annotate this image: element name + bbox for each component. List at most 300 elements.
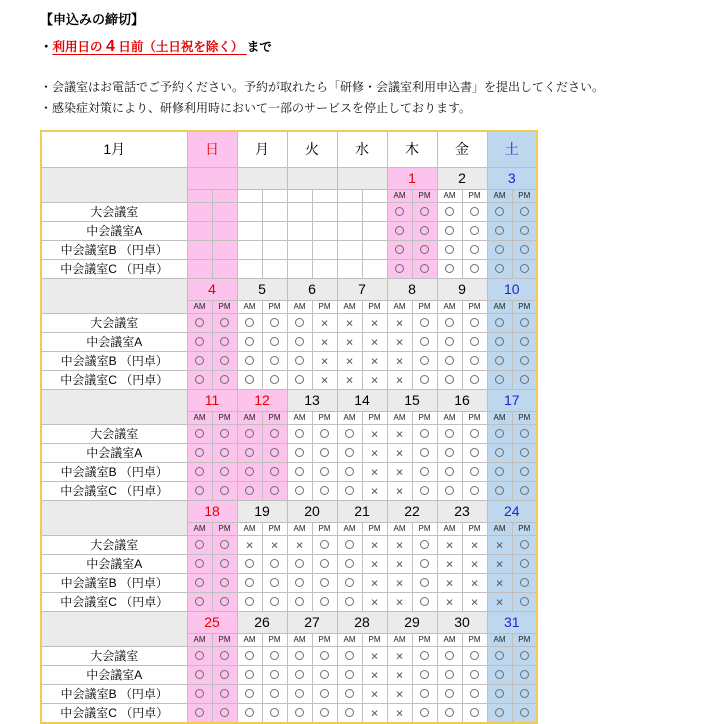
availability-cell <box>262 462 287 481</box>
room-row <box>41 592 537 611</box>
ampm-cell: PM <box>362 300 387 313</box>
availability-cell <box>337 535 362 554</box>
availability-cell <box>487 481 512 500</box>
availability-cell <box>412 313 437 332</box>
availability-cell <box>337 370 362 389</box>
unavailable-mark: × <box>470 555 479 571</box>
availability-cell <box>487 665 512 684</box>
availability-cell <box>287 313 312 332</box>
available-mark <box>195 578 204 587</box>
availability-cell <box>487 443 512 462</box>
date-cell: 27 <box>287 611 337 633</box>
ampm-cell: AM <box>187 300 212 313</box>
availability-cell <box>237 313 262 332</box>
available-mark <box>295 356 304 365</box>
available-mark <box>195 448 204 457</box>
availability-cell <box>237 370 262 389</box>
available-mark <box>520 264 529 273</box>
availability-cell <box>212 443 237 462</box>
ampm-cell: PM <box>412 633 437 646</box>
available-mark <box>445 486 454 495</box>
availability-cell <box>287 554 312 573</box>
note-phone-reservation: ・会議室はお電話でご予約ください。予約が取れたら「研修・会議室利用申込書」を提出してください。 <box>40 80 605 94</box>
available-mark <box>245 689 254 698</box>
room-name-cell: 中会議室B （円卓） <box>41 573 187 592</box>
unavailable-mark: × <box>395 444 404 460</box>
room-name-cell: 中会議室C （円卓） <box>41 370 187 389</box>
available-mark <box>495 467 504 476</box>
date-cell: 12 <box>237 389 287 411</box>
availability-cell <box>287 424 312 443</box>
availability-cell <box>462 535 487 554</box>
ampm-cell: AM <box>337 522 362 535</box>
unavailable-mark: × <box>370 314 379 330</box>
availability-cell <box>212 313 237 332</box>
date-cell: 16 <box>437 389 487 411</box>
ampm-cell: AM <box>437 522 462 535</box>
available-mark <box>320 429 329 438</box>
unavailable-mark: × <box>370 352 379 368</box>
availability-cell <box>187 462 212 481</box>
available-mark <box>220 318 229 327</box>
availability-cell <box>412 462 437 481</box>
availability-cell <box>262 221 287 240</box>
unavailable-mark: × <box>370 333 379 349</box>
availability-cell <box>487 462 512 481</box>
availability-cell <box>262 370 287 389</box>
unavailable-mark: × <box>370 666 379 682</box>
unavailable-mark: × <box>395 574 404 590</box>
availability-cell <box>387 665 412 684</box>
availability-cell <box>262 351 287 370</box>
availability-cell <box>512 259 537 278</box>
availability-cell <box>337 351 362 370</box>
unavailable-mark: × <box>470 574 479 590</box>
available-mark <box>470 356 479 365</box>
ampm-cell <box>287 189 312 202</box>
availability-cell <box>262 646 287 665</box>
available-mark <box>195 689 204 698</box>
availability-cell <box>387 202 412 221</box>
availability-cell <box>412 240 437 259</box>
availability-cell <box>187 240 212 259</box>
availability-cell <box>287 332 312 351</box>
availability-cell <box>462 202 487 221</box>
availability-cell <box>187 665 212 684</box>
room-name-cell: 大会議室 <box>41 535 187 554</box>
availability-cell <box>187 443 212 462</box>
available-mark <box>445 226 454 235</box>
availability-cell <box>212 535 237 554</box>
day-header-cell: 月 <box>237 131 287 167</box>
availability-cell <box>387 313 412 332</box>
availability-cell <box>187 313 212 332</box>
available-mark <box>495 245 504 254</box>
ampm-cell: AM <box>487 189 512 202</box>
availability-cell <box>512 554 537 573</box>
ampm-cell: AM <box>487 300 512 313</box>
available-mark <box>520 467 529 476</box>
room-name-cell: 中会議室C （円卓） <box>41 481 187 500</box>
room-row <box>41 424 537 443</box>
room-row <box>41 332 537 351</box>
available-mark <box>445 356 454 365</box>
unavailable-mark: × <box>245 536 254 552</box>
availability-cell <box>362 684 387 703</box>
availability-cell <box>412 259 437 278</box>
availability-cell <box>312 592 337 611</box>
available-mark <box>345 670 354 679</box>
available-mark <box>270 578 279 587</box>
date-cell: 1 <box>387 167 437 189</box>
availability-cell <box>487 221 512 240</box>
availability-cell <box>287 646 312 665</box>
room-row <box>41 351 537 370</box>
availability-cell <box>212 646 237 665</box>
availability-cell <box>262 573 287 592</box>
unavailable-mark: × <box>495 555 504 571</box>
availability-cell <box>362 665 387 684</box>
availability-cell <box>412 646 437 665</box>
availability-cell <box>387 573 412 592</box>
availability-cell <box>237 646 262 665</box>
available-mark <box>245 559 254 568</box>
availability-cell <box>512 370 537 389</box>
notes-block <box>40 77 701 119</box>
availability-cell <box>212 462 237 481</box>
unavailable-mark: × <box>395 425 404 441</box>
available-mark <box>295 689 304 698</box>
ampm-cell: PM <box>512 189 537 202</box>
availability-cell <box>437 221 462 240</box>
availability-cell <box>287 462 312 481</box>
available-mark <box>420 337 429 346</box>
available-mark <box>520 375 529 384</box>
ampm-cell: AM <box>487 522 512 535</box>
room-name-cell: 中会議室A <box>41 665 187 684</box>
available-mark <box>220 578 229 587</box>
availability-cell <box>387 646 412 665</box>
availability-cell <box>362 646 387 665</box>
availability-cell <box>412 592 437 611</box>
available-mark <box>245 375 254 384</box>
availability-cell <box>462 332 487 351</box>
availability-cell <box>462 240 487 259</box>
availability-cell <box>312 665 337 684</box>
room-name-cell: 大会議室 <box>41 202 187 221</box>
availability-cell <box>362 202 387 221</box>
availability-cell <box>237 259 262 278</box>
ampm-cell: AM <box>387 522 412 535</box>
availability-cell <box>512 462 537 481</box>
ampm-cell: AM <box>487 411 512 424</box>
available-mark <box>220 337 229 346</box>
availability-cell <box>337 646 362 665</box>
availability-cell <box>387 592 412 611</box>
available-mark <box>320 559 329 568</box>
ampm-cell: AM <box>187 411 212 424</box>
available-mark <box>520 708 529 717</box>
availability-cell <box>437 535 462 554</box>
availability-cell <box>312 443 337 462</box>
availability-cell <box>437 370 462 389</box>
availability-cell <box>437 665 462 684</box>
unavailable-mark: × <box>320 314 329 330</box>
unavailable-mark: × <box>370 463 379 479</box>
availability-cell <box>262 313 287 332</box>
ampm-cell: AM <box>287 300 312 313</box>
available-mark <box>520 337 529 346</box>
unavailable-mark: × <box>370 425 379 441</box>
date-cell <box>237 167 287 189</box>
availability-cell <box>362 424 387 443</box>
date-cell: 17 <box>487 389 537 411</box>
available-mark <box>420 429 429 438</box>
available-mark <box>395 245 404 254</box>
deadline-prefix: 利用日の <box>52 40 106 54</box>
available-mark <box>520 670 529 679</box>
room-row <box>41 481 537 500</box>
available-mark <box>295 670 304 679</box>
availability-cell <box>387 554 412 573</box>
date-cell <box>287 167 337 189</box>
availability-cell <box>362 443 387 462</box>
unavailable-mark: × <box>495 536 504 552</box>
availability-cell <box>337 240 362 259</box>
available-mark <box>470 337 479 346</box>
availability-cell <box>437 313 462 332</box>
available-mark <box>270 356 279 365</box>
ampm-cell: PM <box>212 411 237 424</box>
availability-cell <box>387 424 412 443</box>
availability-cell <box>437 592 462 611</box>
availability-cell <box>212 240 237 259</box>
availability-cell <box>387 221 412 240</box>
available-mark <box>495 708 504 717</box>
availability-cell <box>412 573 437 592</box>
availability-cell <box>237 592 262 611</box>
availability-cell <box>387 462 412 481</box>
available-mark <box>195 318 204 327</box>
day-header-cell: 金 <box>437 131 487 167</box>
available-mark <box>245 448 254 457</box>
available-mark <box>220 559 229 568</box>
available-mark <box>295 448 304 457</box>
available-mark <box>445 245 454 254</box>
ampm-cell: PM <box>412 411 437 424</box>
date-cell: 28 <box>337 611 387 633</box>
availability-cell <box>437 646 462 665</box>
availability-cell <box>312 684 337 703</box>
date-cell: 5 <box>237 278 287 300</box>
available-mark <box>445 670 454 679</box>
available-mark <box>270 375 279 384</box>
date-cell: 30 <box>437 611 487 633</box>
unavailable-mark: × <box>495 574 504 590</box>
availability-cell <box>212 351 237 370</box>
room-row <box>41 443 537 462</box>
available-mark <box>295 597 304 606</box>
availability-cell <box>312 535 337 554</box>
available-mark <box>395 207 404 216</box>
ampm-cell <box>212 189 237 202</box>
ampm-cell: AM <box>337 411 362 424</box>
availability-cell <box>312 351 337 370</box>
available-mark <box>520 540 529 549</box>
date-cell: 29 <box>387 611 437 633</box>
availability-cell <box>262 202 287 221</box>
availability-cell <box>287 665 312 684</box>
unavailable-mark: × <box>395 593 404 609</box>
ampm-cell: AM <box>337 300 362 313</box>
unavailable-mark: × <box>395 704 404 720</box>
ampm-cell: PM <box>512 633 537 646</box>
availability-cell <box>337 462 362 481</box>
ampm-cell: PM <box>312 522 337 535</box>
ampm-cell <box>362 189 387 202</box>
available-mark <box>270 689 279 698</box>
available-mark <box>195 651 204 660</box>
availability-cell <box>387 370 412 389</box>
available-mark <box>220 467 229 476</box>
available-mark <box>245 356 254 365</box>
deadline-highlight <box>53 40 247 54</box>
availability-cell <box>337 259 362 278</box>
availability-cell <box>412 221 437 240</box>
ampm-cell: PM <box>312 300 337 313</box>
day-header-cell: 日 <box>187 131 237 167</box>
availability-cell <box>437 240 462 259</box>
availability-cell <box>237 573 262 592</box>
ampm-cell: PM <box>412 300 437 313</box>
available-mark <box>420 207 429 216</box>
room-row <box>41 665 537 684</box>
availability-cell <box>312 646 337 665</box>
availability-cell <box>262 665 287 684</box>
available-mark <box>520 318 529 327</box>
availability-cell <box>287 535 312 554</box>
availability-cell <box>187 259 212 278</box>
date-cell: 20 <box>287 500 337 522</box>
availability-cell <box>437 481 462 500</box>
room-name-cell: 中会議室A <box>41 554 187 573</box>
room-name-cell: 中会議室C （円卓） <box>41 703 187 723</box>
date-cell: 15 <box>387 389 437 411</box>
availability-cell <box>187 592 212 611</box>
availability-cell <box>462 684 487 703</box>
availability-cell <box>262 592 287 611</box>
availability-cell <box>362 462 387 481</box>
room-name-cell: 大会議室 <box>41 313 187 332</box>
availability-cell <box>512 646 537 665</box>
availability-cell <box>362 221 387 240</box>
available-mark <box>420 578 429 587</box>
room-row <box>41 535 537 554</box>
availability-cell <box>187 684 212 703</box>
unavailable-mark: × <box>270 536 279 552</box>
room-name-cell: 中会議室B （円卓） <box>41 462 187 481</box>
available-mark <box>345 689 354 698</box>
available-mark <box>520 559 529 568</box>
available-mark <box>295 318 304 327</box>
available-mark <box>195 429 204 438</box>
availability-cell <box>362 259 387 278</box>
available-mark <box>270 670 279 679</box>
availability-cell <box>337 221 362 240</box>
availability-cell <box>487 259 512 278</box>
day-header-cell: 火 <box>287 131 337 167</box>
availability-cell <box>212 592 237 611</box>
available-mark <box>445 429 454 438</box>
unavailable-mark: × <box>395 371 404 387</box>
available-mark <box>195 597 204 606</box>
available-mark <box>470 318 479 327</box>
date-cell: 8 <box>387 278 437 300</box>
availability-cell <box>187 554 212 573</box>
availability-cell <box>387 332 412 351</box>
availability-cell <box>212 684 237 703</box>
availability-cell <box>412 481 437 500</box>
available-mark <box>470 448 479 457</box>
available-mark <box>420 651 429 660</box>
available-mark <box>470 651 479 660</box>
availability-cell <box>387 240 412 259</box>
unavailable-mark: × <box>445 574 454 590</box>
available-mark <box>470 207 479 216</box>
available-mark <box>520 207 529 216</box>
room-row <box>41 259 537 278</box>
available-mark <box>195 540 204 549</box>
date-cell: 25 <box>187 611 237 633</box>
availability-cell <box>487 646 512 665</box>
date-row <box>41 611 537 633</box>
available-mark <box>220 429 229 438</box>
available-mark <box>270 448 279 457</box>
availability-cell <box>312 202 337 221</box>
available-mark <box>445 689 454 698</box>
available-mark <box>495 689 504 698</box>
date-cell: 4 <box>187 278 237 300</box>
ampm-cell: PM <box>512 411 537 424</box>
available-mark <box>520 578 529 587</box>
availability-cell <box>462 443 487 462</box>
availability-cell <box>512 332 537 351</box>
available-mark <box>220 689 229 698</box>
available-mark <box>345 467 354 476</box>
availability-cell <box>262 554 287 573</box>
available-mark <box>320 651 329 660</box>
available-mark <box>220 486 229 495</box>
unavailable-mark: × <box>395 463 404 479</box>
availability-cell <box>337 313 362 332</box>
availability-cell <box>462 424 487 443</box>
available-mark <box>520 651 529 660</box>
availability-cell <box>312 221 337 240</box>
available-mark <box>345 559 354 568</box>
availability-cell <box>187 370 212 389</box>
availability-cell <box>387 535 412 554</box>
ampm-cell: PM <box>262 300 287 313</box>
availability-cell <box>362 592 387 611</box>
available-mark <box>495 670 504 679</box>
available-mark <box>495 356 504 365</box>
available-mark <box>445 207 454 216</box>
availability-cell <box>212 424 237 443</box>
unavailable-mark: × <box>320 352 329 368</box>
available-mark <box>520 486 529 495</box>
available-mark <box>495 264 504 273</box>
ampm-cell: AM <box>487 633 512 646</box>
